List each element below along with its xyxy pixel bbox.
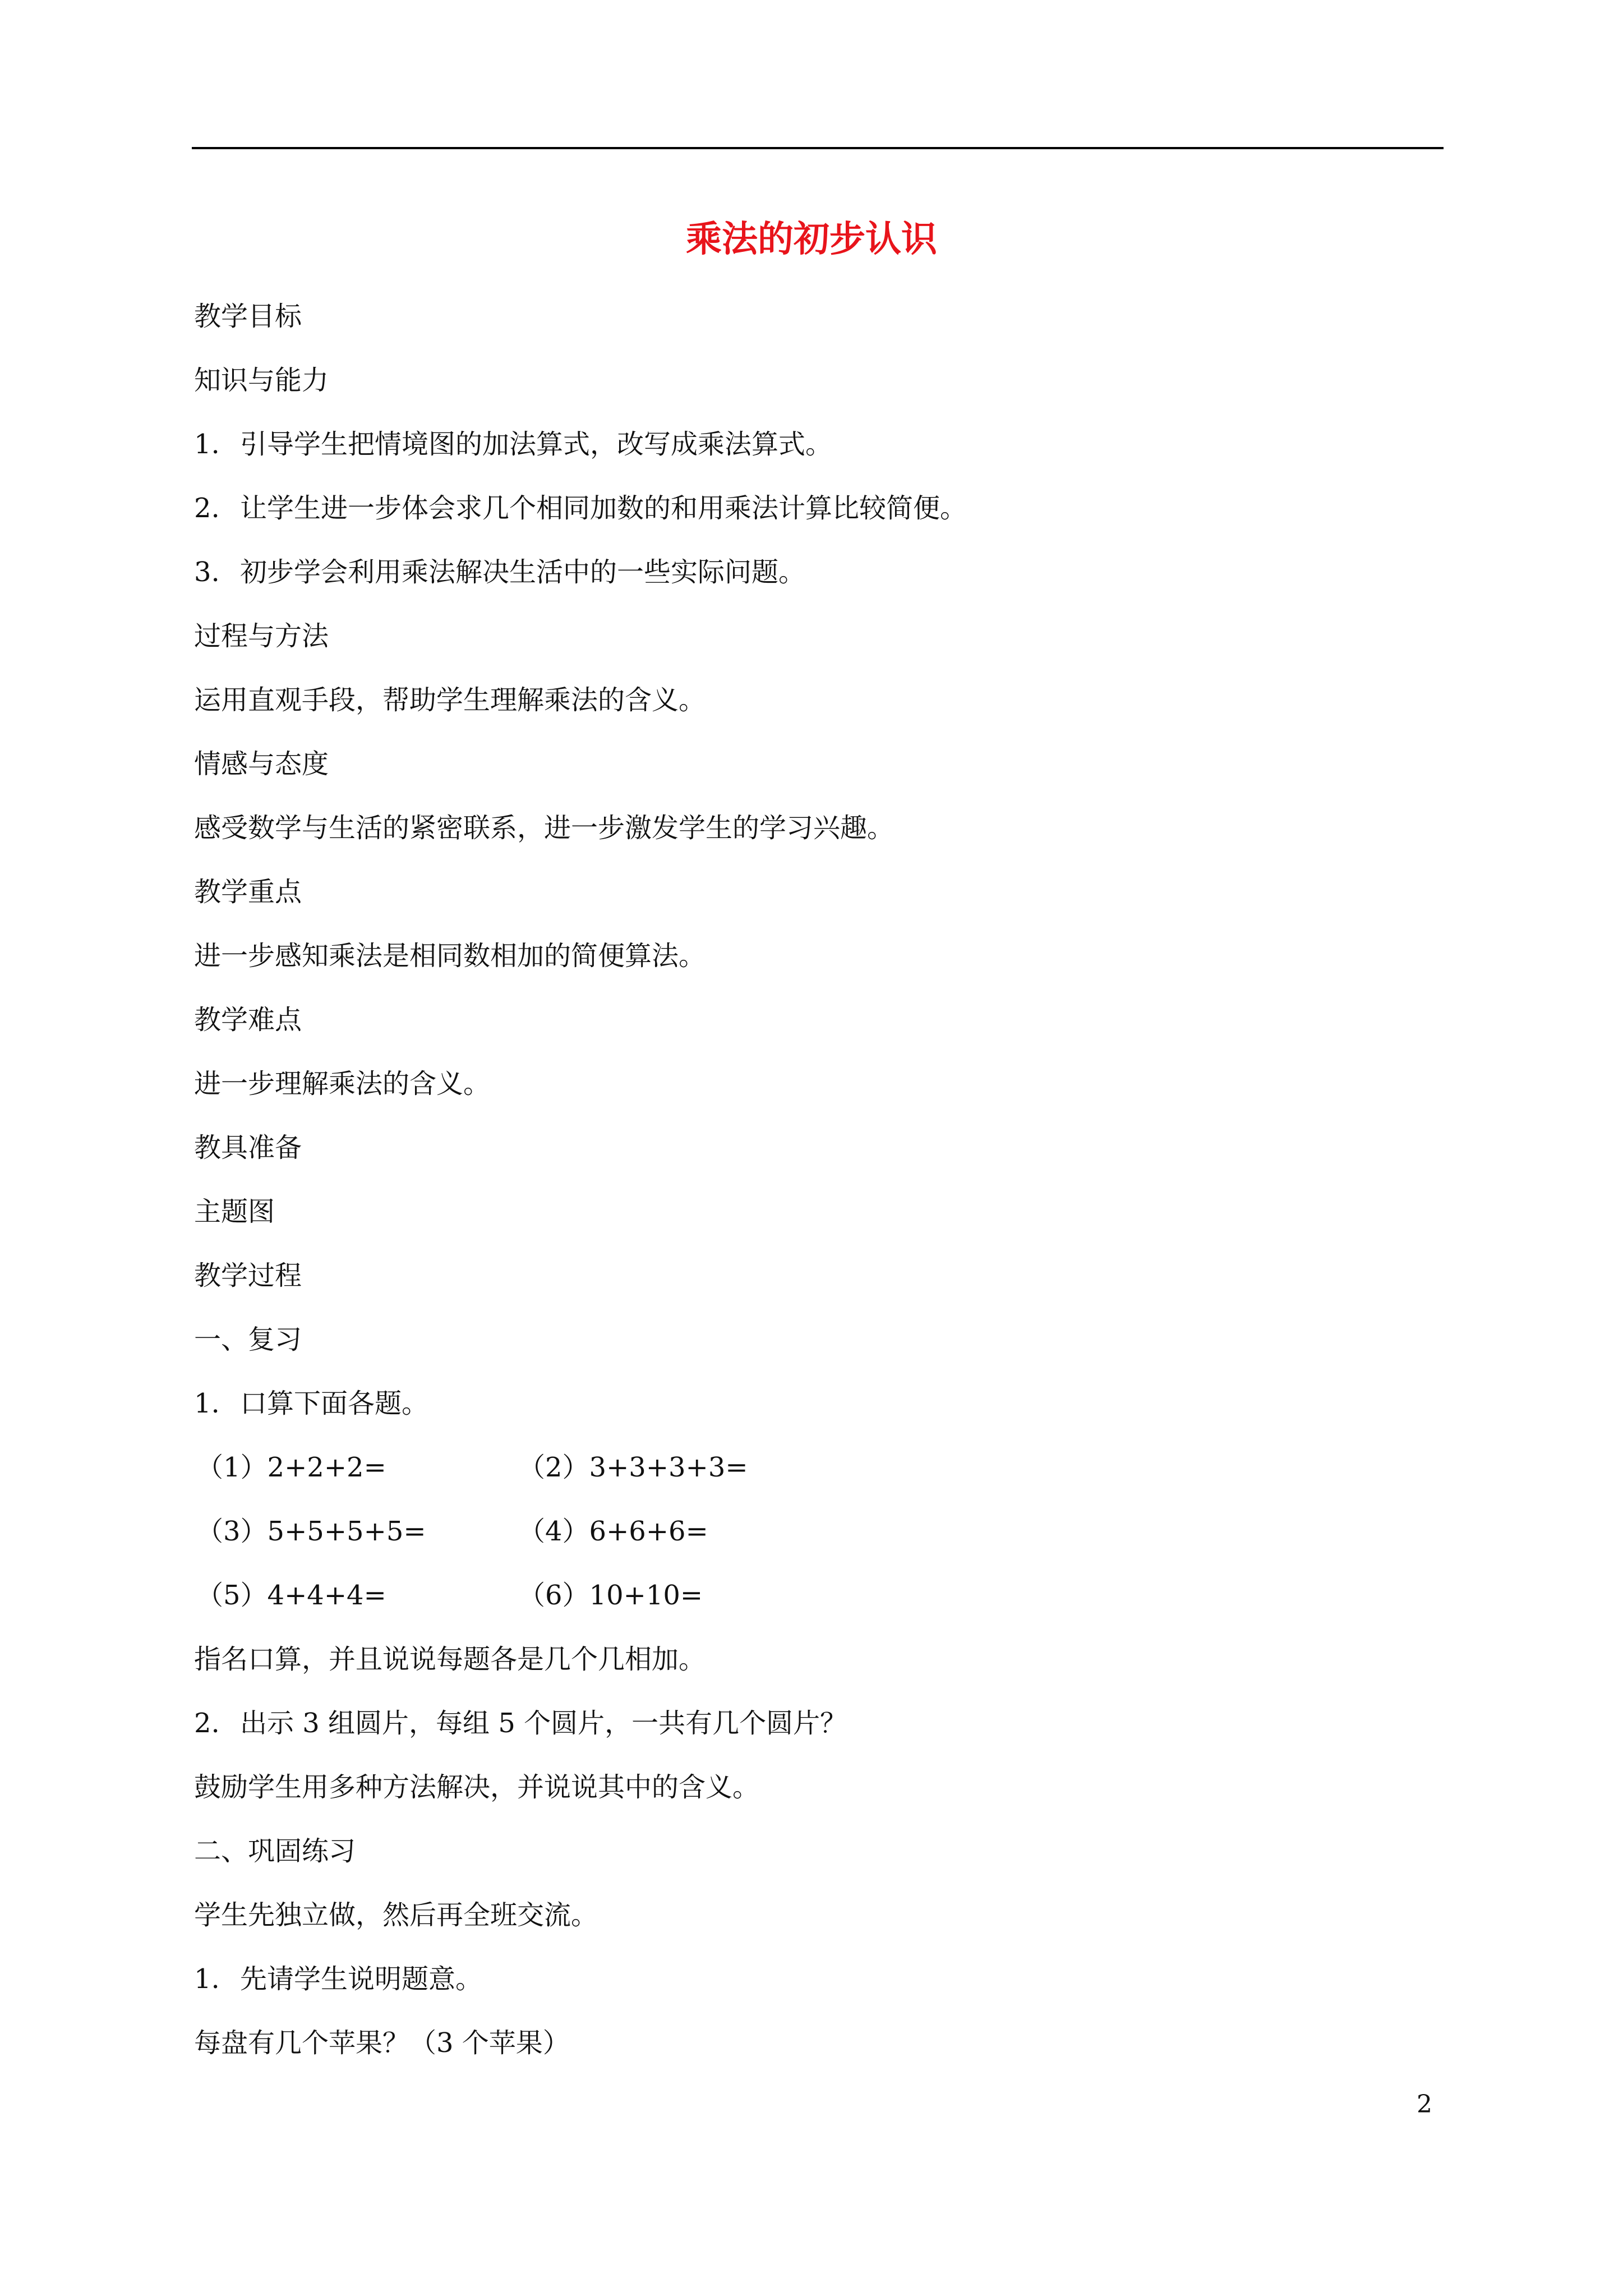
heading-key-points: 教学重点 [194,876,302,908]
teaching-aids-text: 主题图 [194,1196,275,1227]
goal-item-2 [194,488,967,528]
section-review: 一、复习 [194,1324,302,1355]
review-instruction: 指名口算，并且说说每题各是几个几相加。 [194,1644,706,1675]
exercise-5: （5）4+4+4= [196,1580,386,1611]
review-item-2 [194,1703,847,1743]
exercise-3: （3）5+5+5+5= [196,1516,426,1547]
header-rule [192,147,1444,149]
practice-instruction: 学生先独立做，然后再全班交流。 [194,1899,598,1931]
review-item-1 [194,1383,428,1424]
item-number: 1. [194,429,220,460]
heading-teaching-goals: 教学目标 [194,301,302,332]
heading-difficulties: 教学难点 [194,1004,302,1036]
exercise-4: （4）6+6+6= [518,1516,708,1547]
item-number: 1. [194,1388,220,1419]
item-text: 初步学会利用乘法解决生活中的一些实际问题。 [240,556,806,588]
page-number: 2 [1417,2090,1432,2119]
item-text: 先请学生说明题意。 [240,1963,483,1995]
goal-item-3 [194,552,805,592]
item-number: 2. [194,1708,220,1739]
heading-knowledge-ability: 知识与能力 [194,365,329,396]
item-text: 让学生进一步体会求几个相同加数的和用乘法计算比较简便。 [240,493,967,524]
heading-teaching-process: 教学过程 [194,1260,302,1291]
review-encourage: 鼓励学生用多种方法解决，并说说其中的含义。 [194,1772,760,1803]
section-practice: 二、巩固练习 [194,1835,356,1867]
practice-item-1 [194,1959,482,1999]
item-number: 1. [194,1963,220,1995]
item-text: 引导学生把情境图的加法算式，改写成乘法算式。 [240,429,833,460]
practice-question: 每盘有几个苹果？（3 个苹果） [194,2027,570,2059]
heading-process-method: 过程与方法 [194,620,329,652]
emotion-attitude-text: 感受数学与生活的紧密联系，进一步激发学生的学习兴趣。 [194,812,895,844]
heading-teaching-aids: 教具准备 [194,1132,302,1163]
exercise-1: （1）2+2+2= [196,1452,386,1483]
exercise-6: （6）10+10= [518,1580,703,1611]
item-text: 出示 3 组圆片，每组 5 个圆片，一共有几个圆片？ [240,1708,847,1739]
document-title: 乘法的初步认识 [686,218,937,260]
difficulties-text: 进一步理解乘法的含义。 [194,1068,491,1099]
heading-emotion-attitude: 情感与态度 [194,748,329,780]
item-number: 3. [194,556,220,588]
item-text: 口算下面各题。 [240,1388,429,1419]
process-method-text: 运用直观手段，帮助学生理解乘法的含义。 [194,684,706,716]
exercise-2: （2）3+3+3+3= [518,1452,748,1483]
item-number: 2. [194,493,220,524]
goal-item-1 [194,424,832,464]
key-points-text: 进一步感知乘法是相同数相加的简便算法。 [194,940,706,972]
